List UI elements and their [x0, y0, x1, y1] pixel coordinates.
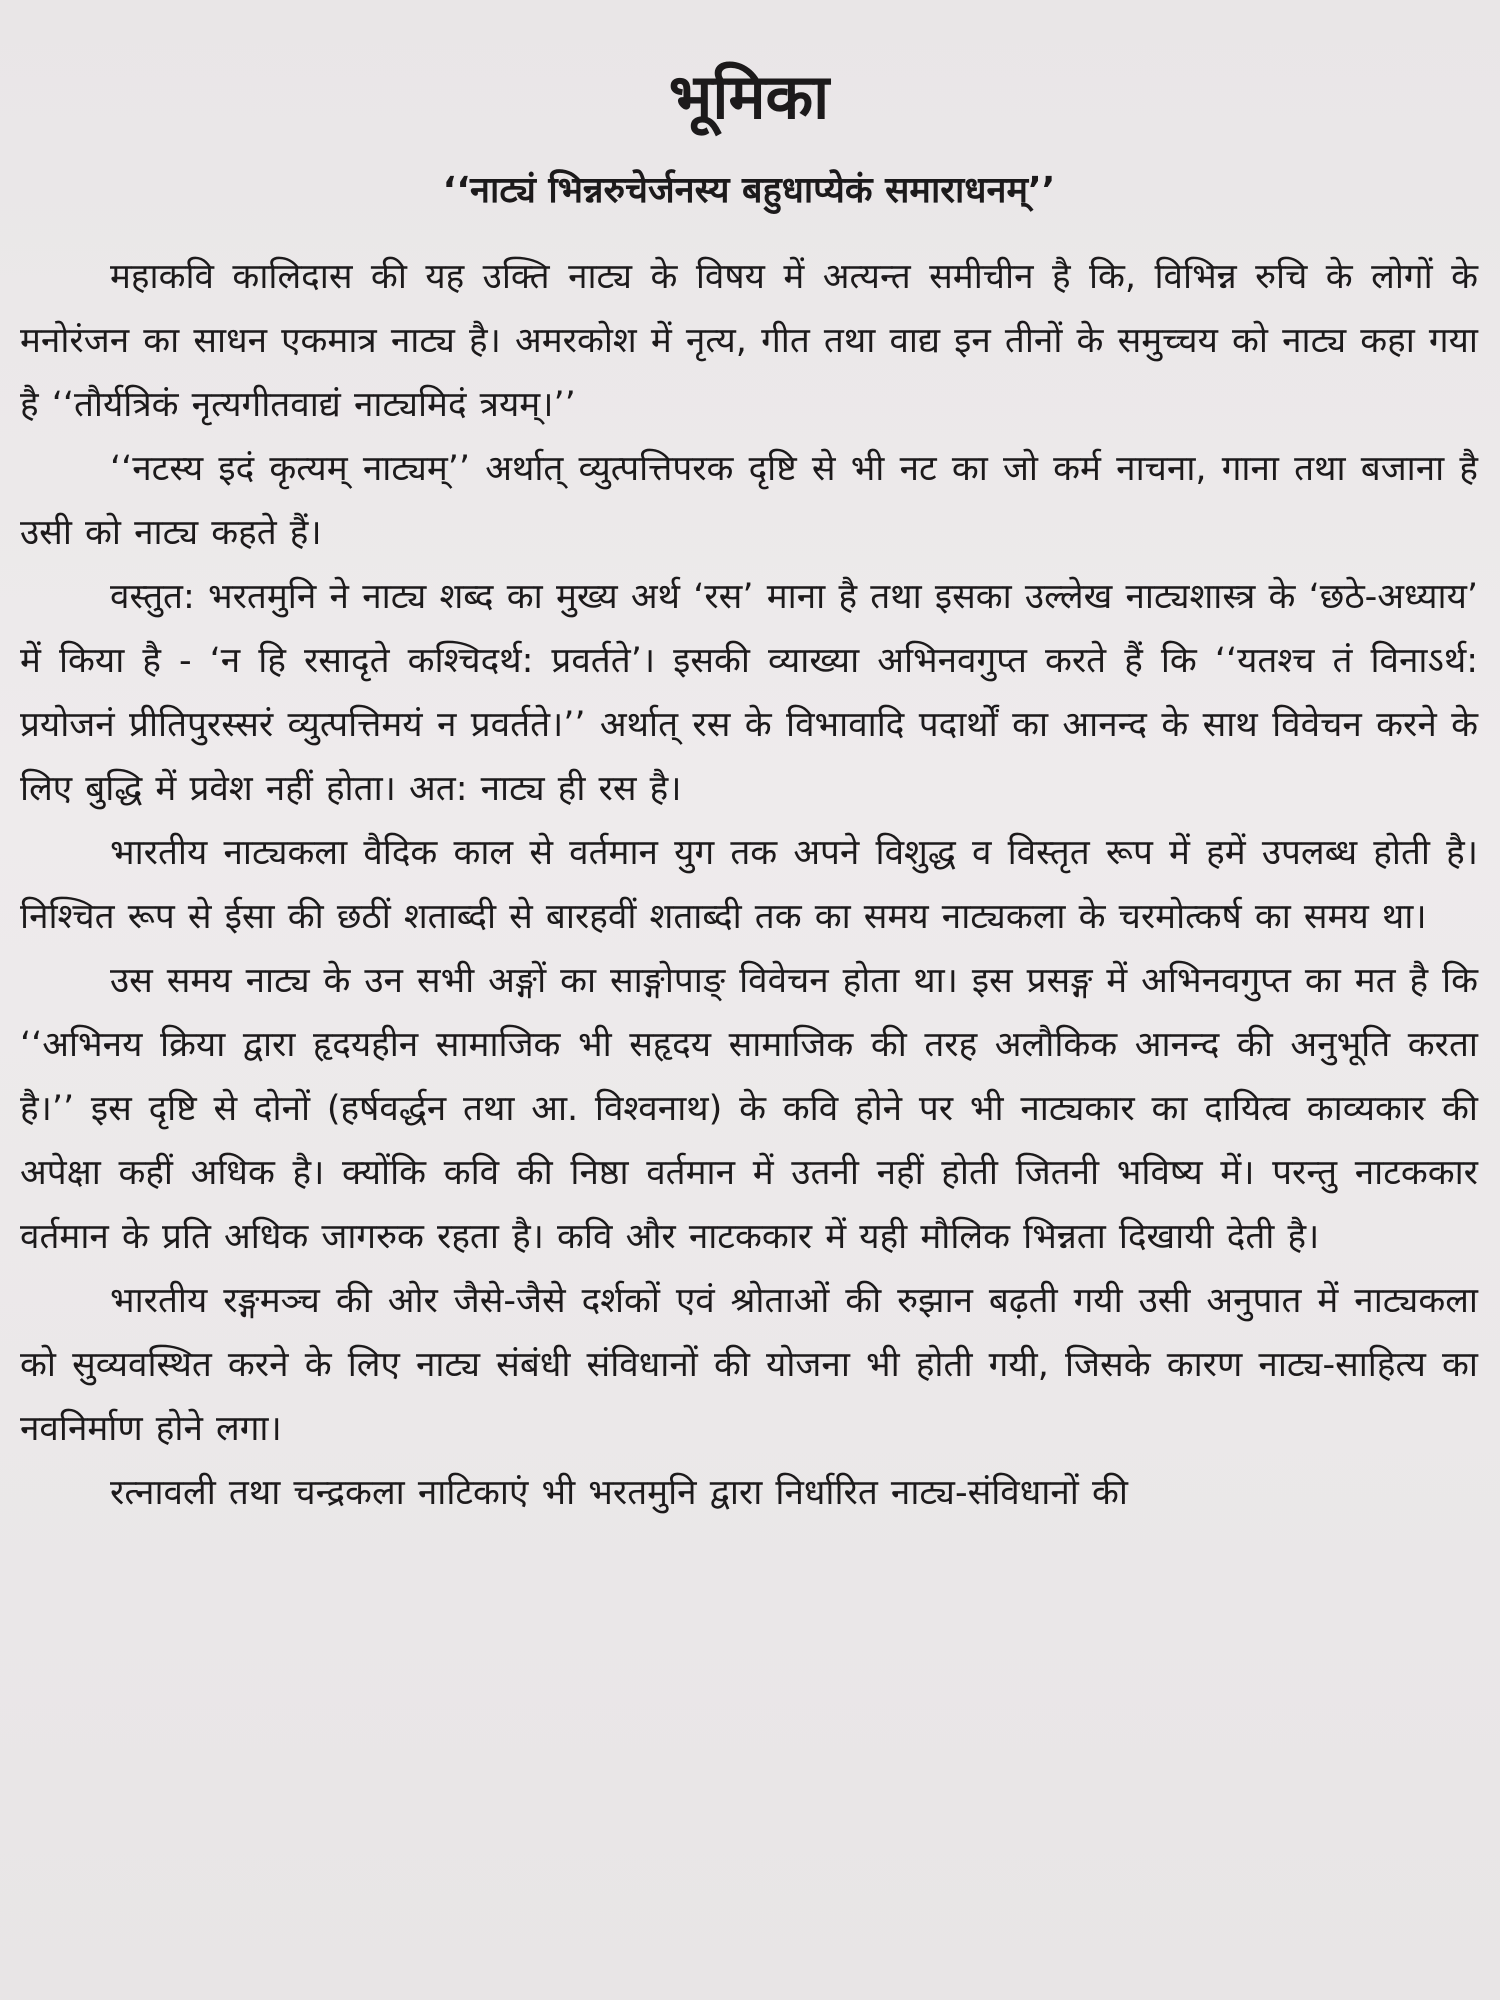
paragraph-2: ‘‘नटस्य इदं कृत्यम् नाट्यम्’’ अर्थात् व्युत्पत्तिपरक दृष्टि से भी नट का जो कर्म नाचना, गाना तथा बजाना है उसी को नाट्य कहते हैं।: [20, 449, 1478, 554]
paragraph-5: उस समय नाट्य के उन सभी अङ्गों का साङ्गोपाङ् विवेचन होता था। इस प्रसङ्ग में अभिनवगुप्त का मत है कि ‘‘अभिनय क्रिया द्वारा हृदयहीन सामाजिक भी सहृदय सामाजिक की तरह अलौकिक आनन्द की अनुभूति करता है।’’ इस दृष्टि से दोनों (हर्षवर्द्धन तथा आ. विश्वनाथ) के कवि होने पर भी नाट्यकार का दायित्व काव्यकार की अपेक्षा कहीं अधिक है। क्योंकि कवि की निष्ठा वर्तमान में उतनी नहीं होती जितनी भविष्य में। परन्तु नाटककार वर्तमान के प्रति अधिक जागरुक रहता है। कवि और नाटककार में यही मौलिक भिन्नता दिखायी देती है।: [20, 961, 1478, 1258]
page-title: भूमिका: [668, 60, 830, 133]
epigraph-quote: ‘‘नाट्यं भिन्नरुचेर्जनस्य बहुधाप्येकं समाराधनम्’’: [442, 170, 1056, 212]
paragraph-4: भारतीय नाट्यकला वैदिक काल से वर्तमान युग तक अपने विशुद्ध व विस्तृत रूप में हमें उपलब्ध होती है। निश्चित रूप से ईसा की छठीं शताब्दी से बारहवीं शताब्दी तक का समय नाट्यकला के चरमोत्कर्ष का समय था।: [20, 833, 1478, 938]
paragraph-3: वस्तुत: भरतमुनि ने नाट्य शब्द का मुख्य अर्थ ‘रस’ माना है तथा इसका उल्लेख नाट्यशास्त्र के ‘छठे-अध्याय’ में किया है - ‘न हि रसादृते कश्चिदर्थ: प्रवर्तते’। इसकी व्याख्या अभिनवगुप्त करते हैं कि ‘‘यतश्च तं विनाऽर्थ: प्रयोजनं प्रीतिपुरस्सरं व्युत्पत्तिमयं न प्रवर्तते।’’ अर्थात् रस के विभावादि पदार्थों का आनन्द के साथ विवेचन करने के लिए बुद्धि में प्रवेश नहीं होता। अत: नाट्य ही रस है।: [20, 577, 1478, 810]
paragraph-7: रत्नावली तथा चन्द्रकला नाटिकाएं भी भरतमुनि द्वारा निर्धारित नाट्य-संविधानों की: [110, 1473, 1128, 1514]
paragraph-1: महाकवि कालिदास की यह उक्ति नाट्य के विषय में अत्यन्त समीचीन है कि, विभिन्न रुचि के लोगों के मनोरंजन का साधन एकमात्र नाट्य है। अमरकोश में नृत्य, गीत तथा वाद्य इन तीनों के समुच्चय को नाट्य कहा गया है ‘‘तौर्यत्रिकं नृत्यगीतवाद्यं नाट्यमिदं त्रयम्।’’: [20, 257, 1478, 426]
paragraph-6: भारतीय रङ्गमञ्च की ओर जैसे-जैसे दर्शकों एवं श्रोताओं की रुझान बढ़ती गयी उसी अनुपात में नाट्यकला को सुव्यवस्थित करने के लिए नाट्य संबंधी संविधानों की योजना भी होती गयी, जिसके कारण नाट्य-साहित्य का नवनिर्माण होने लगा।: [20, 1281, 1478, 1450]
